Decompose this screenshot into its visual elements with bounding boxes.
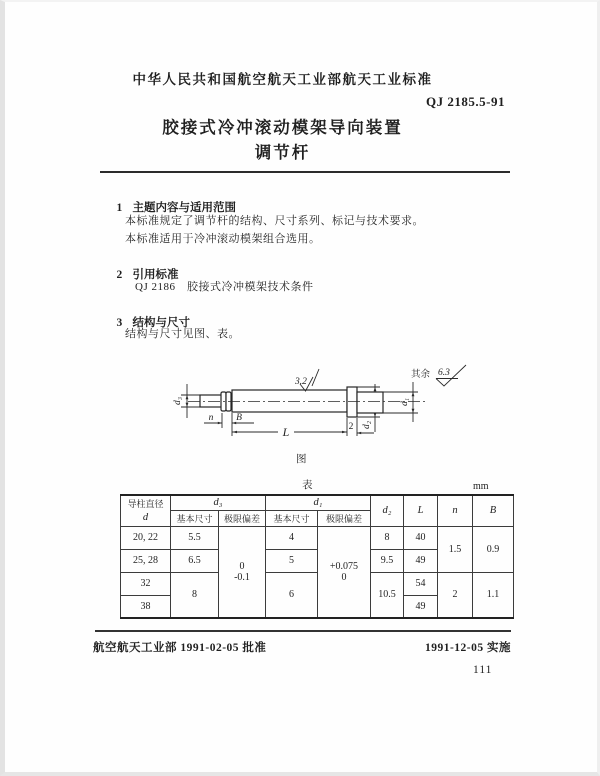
cell-d-r4: 38 [121,595,171,618]
footer-rule [95,630,511,632]
dim-label-d1: d₁ [400,397,410,407]
subheader-d3-basic: 基本尺寸 [171,510,219,526]
cell-d1-rows34: 6 [266,572,318,618]
approval-line: 航空航天工业部 1991-02-05 批准 [93,642,267,654]
cell-L-r4: 49 [404,595,438,618]
section-1-number: 1 [116,202,123,214]
cell-d3-rows34: 8 [171,572,219,618]
col-header-d2: d₂ [371,495,404,526]
figure-caption: 图 [296,454,307,465]
document-title-line1: 胶接式冷冲滚动模架导向装置 [162,118,403,137]
cell-d-r2: 25, 28 [121,549,171,572]
cell-d2-rows34: 10.5 [371,572,404,618]
document-title-line2: 调节杆 [254,143,311,162]
subheader-d1-basic: 基本尺寸 [266,510,318,526]
rod-right-cylinder [357,392,383,413]
adjustment-rod-drawing [135,354,495,450]
section-1-title: 主题内容与适用范围 [132,202,236,214]
roughness-rest-label: 其余 [411,370,431,380]
section-3-title: 结构与尺寸 [132,317,190,329]
col-header-B: B [473,495,514,526]
cell-d2-r2: 9.5 [371,549,404,572]
section-2-paragraph-1: QJ 2186 胶接式冷冲模架技术条件 [135,281,314,293]
implementation-line: 1991-12-05 实施 [424,642,511,654]
page-number: 111 [473,664,493,676]
table-row [121,572,514,595]
section-3-paragraph-1: 结构与尺寸见图、表。 [125,328,240,340]
section-2-number: 2 [116,269,123,281]
section-1-paragraph-1: 本标准规定了调节杆的结构、尺寸系列、标记与技术要求。 [125,215,424,227]
roughness-3-2-value: 3.2 [295,377,307,387]
cell-L-r1: 40 [404,526,438,549]
rod-left-stub [200,395,222,407]
col-group-d3: d₃ [171,495,266,510]
roughness-rest-symbol [411,365,466,386]
col-group-d1: d₁ [266,495,371,510]
col-header-L: L [404,495,438,526]
table-caption: 表 [302,480,313,491]
section-1-paragraph-2: 本标准适用于冷冲滚动模架组合选用。 [125,233,321,245]
cell-d3-r2: 6.5 [171,549,219,572]
cell-L-r2: 49 [404,549,438,572]
col-header-n: n [438,495,473,526]
cell-n-rows12: 1.5 [438,526,473,572]
dim-label-d3: d₃ [173,396,183,406]
dimension-table [120,494,514,619]
cell-d1-deviation: +0.075 0 [318,526,371,618]
table-row [121,526,514,549]
section-2-title: 引用标准 [132,269,179,281]
cell-d3-r1: 5.5 [171,526,219,549]
cell-d1-r2: 5 [266,549,318,572]
org-standard-line: 中华人民共和国航空航天工业部航天工业标准 [132,72,433,87]
subheader-d1-limit: 极限偏差 [318,510,371,526]
cell-n-rows34: 2 [438,572,473,618]
cell-d2-r1: 8 [371,526,404,549]
header-rule [100,171,510,173]
col-header-guide-post-diameter: 导柱直径 d [121,495,171,526]
dim-label-d2: d₂ [362,420,372,430]
dim-label-n: n [208,413,214,423]
cell-d3-deviation: 0 -0.1 [219,526,266,618]
roughness-rest-value: 6.3 [438,368,450,378]
rod-flange [347,387,357,417]
section-3-number: 3 [116,317,123,329]
cell-d1-r1: 4 [266,526,318,549]
cell-B-rows12: 0.9 [473,526,514,572]
cell-d-r1: 20, 22 [121,526,171,549]
subheader-d3-limit: 极限偏差 [219,510,266,526]
cell-L-r3: 54 [404,572,438,595]
rod-body [232,390,347,412]
standard-number: QJ 2185.5-91 [426,94,505,109]
dim-label-2: 2 [348,422,354,432]
cell-B-rows34: 1.1 [473,572,514,618]
roughness-3-2-symbol [294,369,319,391]
cell-d-r3: 32 [121,572,171,595]
dim-label-B: B [236,413,242,423]
dim-label-L: L [282,425,290,439]
table-unit: mm [473,481,489,492]
